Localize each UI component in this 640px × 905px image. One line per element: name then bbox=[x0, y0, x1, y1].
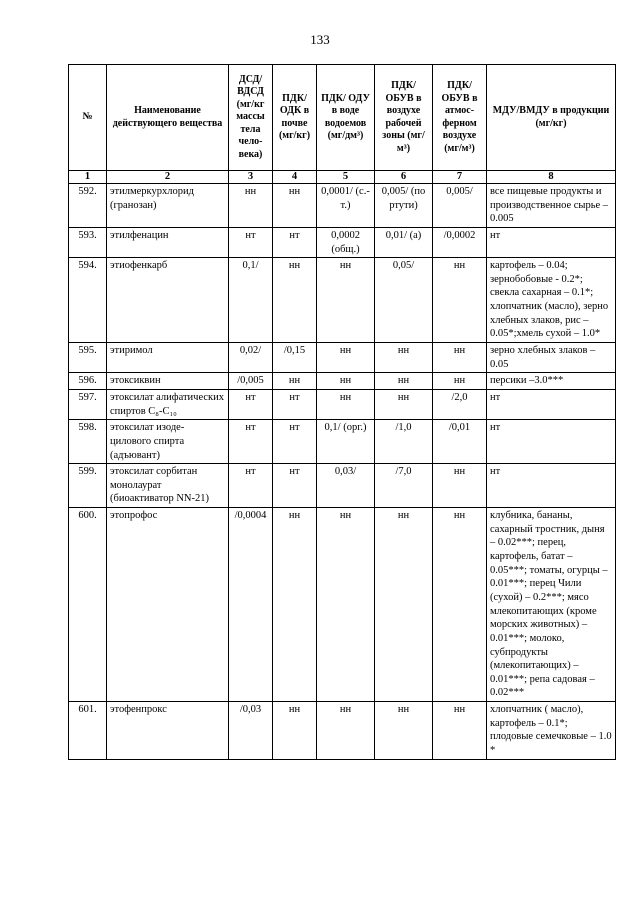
row-number: 601. bbox=[69, 702, 107, 760]
workzone-air-value: нн bbox=[375, 389, 433, 419]
mrl-value: нт bbox=[487, 389, 616, 419]
dsd-value: нн bbox=[229, 184, 273, 228]
soil-value: нн bbox=[273, 258, 317, 343]
water-value: нн bbox=[317, 389, 375, 419]
mrl-value: персики –3.0*** bbox=[487, 373, 616, 390]
row-number: 598. bbox=[69, 420, 107, 464]
water-value: нн bbox=[317, 258, 375, 343]
table-row bbox=[69, 184, 616, 228]
column-number: 1 bbox=[69, 171, 107, 184]
soil-value: нн bbox=[273, 508, 317, 702]
water-value: нн bbox=[317, 702, 375, 760]
row-number: 599. bbox=[69, 464, 107, 508]
workzone-air-value: 0,05/ bbox=[375, 258, 433, 343]
atmosphere-value: нн bbox=[433, 343, 487, 373]
table-row bbox=[69, 702, 616, 760]
substance-name: этиофенкарб bbox=[107, 258, 229, 343]
water-value: 0,0002 (общ.) bbox=[317, 227, 375, 257]
header-workzone-air: ПДК/ ОБУВ в воздухе рабочей зоны (мг/м³) bbox=[375, 65, 433, 171]
table-row bbox=[69, 464, 616, 508]
header-dsd: ДСД/ ВДСД (мг/кг массы тела чело-века) bbox=[229, 65, 273, 171]
workzone-air-value: нн bbox=[375, 702, 433, 760]
atmosphere-value: нн bbox=[433, 464, 487, 508]
water-value: 0,03/ bbox=[317, 464, 375, 508]
substance-name: этиримол bbox=[107, 343, 229, 373]
header-soil: ПДК/ ОДК в почве (мг/кг) bbox=[273, 65, 317, 171]
mrl-value: нт bbox=[487, 464, 616, 508]
header-atmosphere: ПДК/ ОБУВ в атмос-ферном воздухе (мг/м³) bbox=[433, 65, 487, 171]
header-water: ПДК/ ОДУ в воде водоемов (мг/дм³) bbox=[317, 65, 375, 171]
mrl-value: клубника, бананы, сахарный тростник, дыня – 0.02***; перец, картофель, батат – 0.05***; томаты, огурцы – 0.01***; перец Чили (сухой) – 0.2***; мясо млекопитающих (кроме морских животных) – 0.01***; молоко, субпродукты (млекопитающих) – 0.01***; репа садовая – 0.02*** bbox=[487, 508, 616, 702]
header-mrl: МДУ/ВМДУ в продукции (мг/кг) bbox=[487, 65, 616, 171]
dsd-value: 0,1/ bbox=[229, 258, 273, 343]
dsd-value: /0,005 bbox=[229, 373, 273, 390]
dsd-value: нт bbox=[229, 420, 273, 464]
atmosphere-value: нн bbox=[433, 508, 487, 702]
substances-table bbox=[68, 64, 616, 760]
row-number: 597. bbox=[69, 389, 107, 419]
substance-name: этоксиквин bbox=[107, 373, 229, 390]
substance-name: этофенпрокс bbox=[107, 702, 229, 760]
header-row bbox=[69, 65, 616, 171]
table-row bbox=[69, 508, 616, 702]
row-number: 595. bbox=[69, 343, 107, 373]
header-substance: Наименование действующего вещества bbox=[107, 65, 229, 171]
table-row bbox=[69, 373, 616, 390]
atmosphere-value: /0,0002 bbox=[433, 227, 487, 257]
substance-name: этоксилат изоде-цилового спирта (адъювант) bbox=[107, 420, 229, 464]
row-number: 594. bbox=[69, 258, 107, 343]
soil-value: /0,15 bbox=[273, 343, 317, 373]
column-number: 5 bbox=[317, 171, 375, 184]
water-value: 0,0001/ (с.-т.) bbox=[317, 184, 375, 228]
row-number: 592. bbox=[69, 184, 107, 228]
atmosphere-value: 0,005/ bbox=[433, 184, 487, 228]
soil-value: нт bbox=[273, 420, 317, 464]
column-number: 6 bbox=[375, 171, 433, 184]
mrl-value: хлопчатник ( масло), картофель – 0.1*; плодовые семечковые – 1.0 * bbox=[487, 702, 616, 760]
page-number: 133 bbox=[310, 32, 330, 47]
row-number: 600. bbox=[69, 508, 107, 702]
table-row bbox=[69, 389, 616, 419]
column-number: 2 bbox=[107, 171, 229, 184]
dsd-value: 0,02/ bbox=[229, 343, 273, 373]
workzone-air-value: нн bbox=[375, 373, 433, 390]
soil-value: нн bbox=[273, 184, 317, 228]
workzone-air-value: нн bbox=[375, 508, 433, 702]
mrl-value: картофель – 0.04; зернобобовые - 0.2*; свекла сахарная – 0.1*; хлопчатник (масло), зерно хлебных злаков, рис – 0.05*;хмель сухой – 1.0* bbox=[487, 258, 616, 343]
substance-name: этоксилат сорбитан монолаурат (биоактиватор NN-21) bbox=[107, 464, 229, 508]
table-row bbox=[69, 420, 616, 464]
column-number: 8 bbox=[487, 171, 616, 184]
atmosphere-value: /2,0 bbox=[433, 389, 487, 419]
column-number: 7 bbox=[433, 171, 487, 184]
workzone-air-value: /1,0 bbox=[375, 420, 433, 464]
mrl-value: все пищевые продукты и производственное сырье – 0.005 bbox=[487, 184, 616, 228]
water-value: нн bbox=[317, 373, 375, 390]
dsd-value: нт bbox=[229, 227, 273, 257]
table-row bbox=[69, 227, 616, 257]
table-row bbox=[69, 258, 616, 343]
substance-name: этопрофос bbox=[107, 508, 229, 702]
atmosphere-value: нн bbox=[433, 258, 487, 343]
workzone-air-value: 0,005/ (по ртути) bbox=[375, 184, 433, 228]
row-number: 596. bbox=[69, 373, 107, 390]
substance-name: этилфенацин bbox=[107, 227, 229, 257]
dsd-value: нт bbox=[229, 389, 273, 419]
soil-value: нн bbox=[273, 373, 317, 390]
soil-value: нт bbox=[273, 227, 317, 257]
atmosphere-value: нн bbox=[433, 373, 487, 390]
dsd-value: нт bbox=[229, 464, 273, 508]
substance-name: этоксилат алифатических спиртов C₈-C₁₀ bbox=[107, 389, 229, 419]
soil-value: нт bbox=[273, 464, 317, 508]
column-number: 3 bbox=[229, 171, 273, 184]
water-value: нн bbox=[317, 508, 375, 702]
workzone-air-value: /7,0 bbox=[375, 464, 433, 508]
atmosphere-value: /0,01 bbox=[433, 420, 487, 464]
workzone-air-value: нн bbox=[375, 343, 433, 373]
mrl-value: зерно хлебных злаков – 0.05 bbox=[487, 343, 616, 373]
row-number: 593. bbox=[69, 227, 107, 257]
water-value: нн bbox=[317, 343, 375, 373]
soil-value: нн bbox=[273, 702, 317, 760]
water-value: 0,1/ (орг.) bbox=[317, 420, 375, 464]
column-numbers-row bbox=[69, 171, 616, 184]
mrl-value: нт bbox=[487, 420, 616, 464]
atmosphere-value: нн bbox=[433, 702, 487, 760]
soil-value: нт bbox=[273, 389, 317, 419]
substance-name: этилмеркурхлорид (гранозан) bbox=[107, 184, 229, 228]
workzone-air-value: 0,01/ (а) bbox=[375, 227, 433, 257]
dsd-value: /0,03 bbox=[229, 702, 273, 760]
header-number: № bbox=[69, 65, 107, 171]
dsd-value: /0,0004 bbox=[229, 508, 273, 702]
column-number: 4 bbox=[273, 171, 317, 184]
table-row bbox=[69, 343, 616, 373]
mrl-value: нт bbox=[487, 227, 616, 257]
